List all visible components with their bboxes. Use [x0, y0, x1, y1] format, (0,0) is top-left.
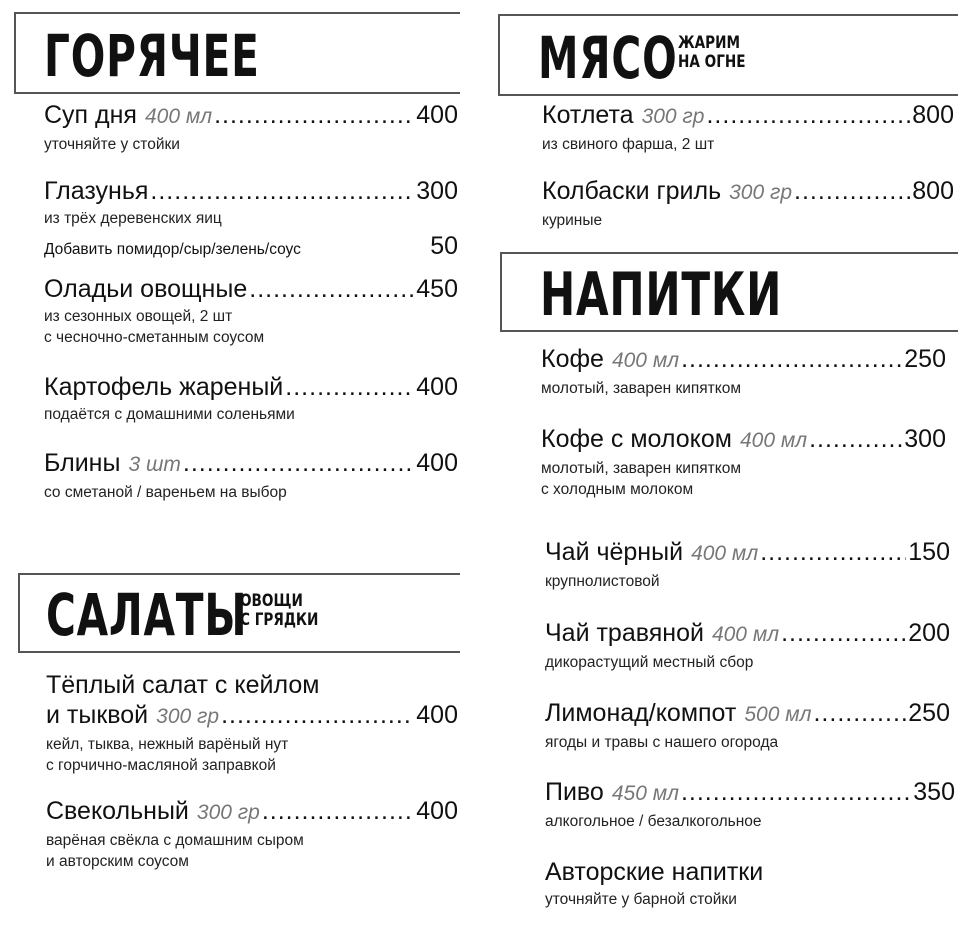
dot-leader — [809, 424, 902, 454]
meat-section-title: МЯСО — [538, 24, 678, 92]
item-price: 400 — [416, 797, 458, 825]
item-price: 150 — [908, 538, 950, 566]
item-description: крупнолистовой — [545, 573, 660, 590]
menu-item-black-tea — [545, 537, 950, 592]
dot-leader — [214, 100, 414, 130]
dot-leader — [760, 537, 906, 567]
item-price: 400 — [416, 449, 458, 477]
item-price: 300 — [416, 177, 458, 205]
item-description: со сметаной / вареньем на выбор — [44, 484, 287, 501]
menu-item-soup — [44, 100, 458, 155]
item-qty: 400 мл — [691, 542, 759, 565]
addon-label: Добавить помидор/сыр/зелень/соус — [44, 241, 301, 258]
menu-item-potatoes — [44, 372, 458, 425]
dot-leader — [285, 372, 414, 402]
hot-section-header — [14, 12, 460, 94]
dot-leader — [813, 698, 906, 728]
salads-section-header — [18, 573, 460, 653]
item-price: 250 — [908, 699, 950, 727]
item-description: ягоды и травы с нашего огорода — [545, 734, 779, 751]
item-description: варёная свёкла с домашним сыром и авторским соусом — [46, 832, 304, 870]
item-name: и тыквой — [46, 701, 149, 729]
item-description: молотый, заварен кипятком с холодным молоком — [541, 460, 742, 498]
menu-item-signature-drinks — [545, 857, 950, 910]
item-name: Чай травяной — [545, 619, 704, 647]
menu-item-warm-salad — [46, 670, 458, 776]
item-name: Колбаски гриль — [542, 177, 722, 205]
hot-section-title: ГОРЯЧЕЕ — [44, 22, 260, 90]
addon-row — [44, 232, 458, 261]
drinks-section-title: НАПИТКИ — [540, 260, 783, 330]
item-name: Блины — [44, 449, 121, 477]
item-price: 250 — [904, 345, 946, 373]
salads-section-subtitle: ОВОЩИ С ГРЯДКИ — [240, 591, 319, 630]
dot-leader — [262, 796, 414, 826]
item-name: Глазунья — [44, 177, 149, 205]
item-qty: 500 мл — [744, 703, 812, 726]
item-description: алкогольное / безалкогольное — [545, 813, 762, 830]
item-description: из сезонных овощей, 2 шт с чесночно-сметанным соусом — [44, 308, 265, 346]
item-price: 400 — [416, 101, 458, 129]
item-description: уточняйте у барной стойки — [545, 891, 737, 908]
item-description: кейл, тыква, нежный варёный нут с горчично-масляной заправкой — [46, 736, 289, 774]
item-qty: 300 гр — [156, 705, 220, 728]
item-qty: 400 мл — [611, 349, 680, 372]
dot-leader — [706, 100, 910, 130]
menu-item-fritters — [44, 274, 458, 348]
item-name: Оладьи овощные — [44, 275, 248, 303]
item-description: дикорастущий местный сбор — [545, 654, 754, 671]
addon-price: 50 — [430, 232, 458, 260]
item-qty: 400 мл — [711, 623, 780, 646]
salads-section-title: САЛАТЫ — [46, 581, 248, 649]
dot-leader — [221, 700, 414, 730]
menu-item-herbal-tea — [545, 618, 950, 673]
menu-item-pancakes — [44, 448, 458, 503]
menu-item-beet-salad — [46, 796, 458, 872]
item-name: Кофе — [541, 345, 604, 373]
menu-item-beer — [545, 777, 955, 832]
dot-leader — [183, 448, 414, 478]
item-price: 400 — [416, 701, 458, 729]
meat-section-subtitle: ЖАРИМ НА ОГНЕ — [678, 33, 746, 72]
item-qty: 300 гр — [729, 181, 793, 204]
item-name: Лимонад/компот — [545, 699, 737, 727]
item-name: Пиво — [545, 778, 604, 806]
item-description: из трёх деревенских яиц — [44, 210, 222, 227]
dot-leader — [681, 777, 911, 807]
item-description: молотый, заварен кипятком — [541, 380, 742, 397]
item-name: Чай чёрный — [545, 538, 684, 566]
dot-leader — [681, 344, 902, 374]
item-qty: 400 мл — [144, 105, 213, 128]
item-name: Котлета — [542, 101, 634, 129]
item-qty: 400 мл — [739, 429, 808, 452]
item-price: 400 — [416, 373, 458, 401]
item-price: 800 — [912, 177, 954, 205]
item-description: куриные — [542, 212, 603, 229]
dot-leader — [249, 274, 414, 304]
item-description: из свиного фарша, 2 шт — [542, 136, 715, 153]
item-qty: 450 мл — [611, 782, 679, 805]
item-description: подаётся с домашними соленьями — [44, 406, 295, 423]
item-name: Авторские напитки — [545, 858, 764, 886]
item-qty: 3 шт — [128, 453, 181, 476]
item-name: Кофе с молоком — [541, 425, 732, 453]
item-name: Картофель жареный — [44, 373, 284, 401]
item-qty: 300 гр — [641, 105, 705, 128]
item-price: 350 — [913, 778, 955, 806]
item-description: уточняйте у стойки — [44, 136, 180, 153]
item-price: 300 — [904, 425, 946, 453]
item-price: 450 — [416, 275, 458, 303]
dot-leader — [794, 176, 910, 206]
menu-item-cutlet — [542, 100, 954, 155]
item-name: Суп дня — [44, 101, 137, 129]
item-name: Свекольный — [46, 797, 189, 825]
dot-leader — [150, 176, 414, 206]
menu-item-fried-eggs — [44, 176, 458, 229]
meat-section-header — [498, 14, 958, 96]
menu-item-lemonade — [545, 698, 950, 753]
menu-item-coffee-milk — [541, 424, 946, 500]
dot-leader — [781, 618, 906, 648]
item-qty: 300 гр — [196, 801, 260, 824]
item-price: 800 — [912, 101, 954, 129]
drinks-section-header — [500, 252, 958, 332]
item-price: 200 — [908, 619, 950, 647]
menu-item-coffee — [541, 344, 946, 399]
menu-item-sausages — [542, 176, 954, 231]
item-name-line1: Тёплый салат с кейлом — [46, 671, 320, 699]
